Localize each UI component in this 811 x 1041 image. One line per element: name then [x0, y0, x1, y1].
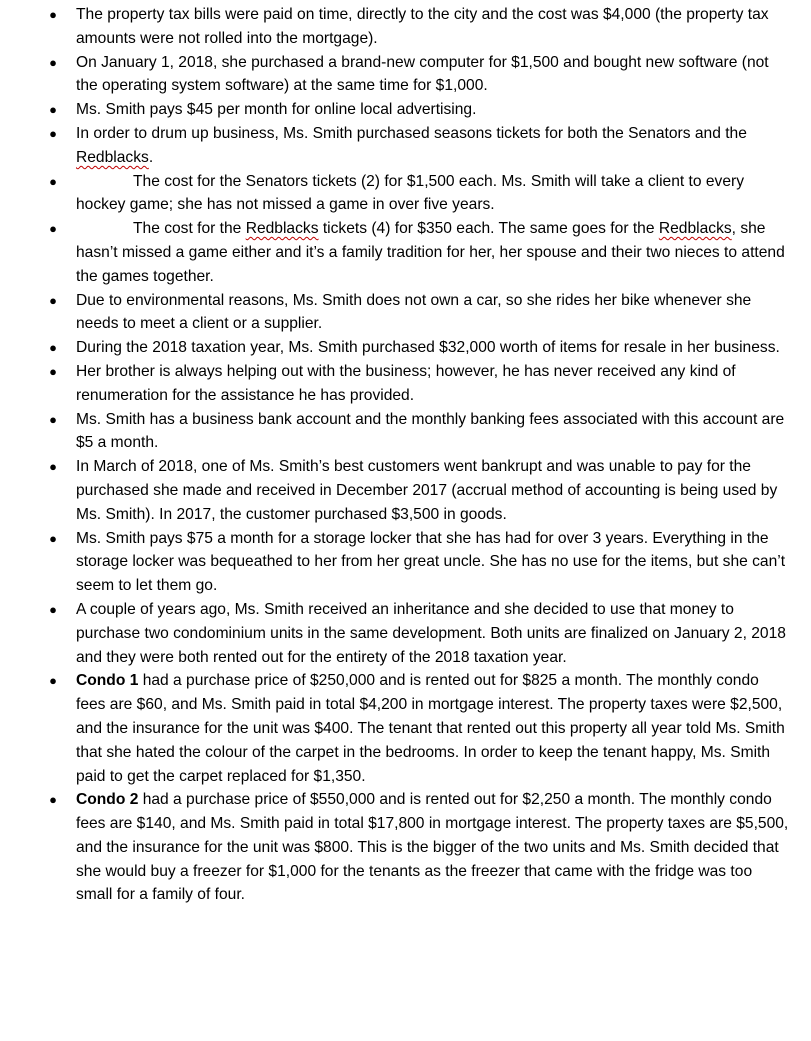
item-text: The cost for the	[133, 220, 246, 238]
item-text: In March of 2018, one of Ms. Smith’s best customers went bankrupt and was unable to pay for the purchased she made and received in December 2017 (accrual method of accounting is being used by Ms. Smith). In 2017, the customer purchased $3,500 in goods.	[76, 458, 778, 523]
item-text: Ms. Smith pays $45 per month for online local advertising.	[76, 101, 477, 119]
item-text: had a purchase price of $250,000 and is rented out for $825 a month. The monthly condo fees are $60, and Ms. Smith paid in total $4,200 in mortgage interest. The property taxes were $2,500, and the insurance for the unit was $400. The tenant that rented out this property all year told Ms. Smith that she hated the colour of the carpet in the bedrooms. In order to keep the tenant happy, Ms. Smith paid to get the carpet replaced for $1,350.	[76, 672, 785, 785]
bullet-icon: ●	[49, 54, 57, 70]
item-text: The cost for the Senators tickets (2) for $1,500 each. Ms. Smith will take a client to every hockey game; she has not missed a game in over five years.	[76, 172, 745, 214]
item-text: In order to drum up business, Ms. Smith purchased seasons tickets for both the Senators and the	[76, 124, 747, 142]
bullet-icon: ●	[49, 102, 57, 118]
list-item	[0, 669, 811, 788]
item-text: A couple of years ago, Ms. Smith received an inheritance and she decided to use that money to purchase two condominium units in the same development. Both units are finalized on January 2, 2018 and they were both rented out for the entirety of the 2018 taxation year.	[76, 600, 786, 666]
item-text: , she hasn’t missed a game either and it’s a family tradition for her, her spouse and their two nieces to attend the games together.	[76, 220, 785, 285]
item-text: Her brother is always helping out with the business; however, he has never received any kind of renumeration for the assistance he has provided.	[76, 362, 736, 404]
list-item	[0, 98, 811, 122]
bullet-icon: ●	[49, 340, 57, 356]
list-item	[0, 3, 811, 51]
list-item	[0, 122, 811, 170]
bullet-list	[0, 3, 811, 907]
bullet-icon: ●	[49, 363, 57, 379]
list-item	[0, 455, 811, 526]
item-text: Ms. Smith pays $75 a month for a storage locker that she has had for over 3 years. Everything in the storage locker was bequeathed to her from her great uncle. She has no use for the items, but she can’t seem to let them go.	[76, 529, 786, 595]
bullet-icon: ●	[49, 173, 57, 189]
list-item	[0, 170, 811, 218]
item-text: tickets (4) for $350 each. The same goes for the	[318, 220, 659, 238]
condo-heading: Condo 2	[76, 791, 139, 809]
bullet-icon: ●	[49, 673, 57, 689]
bullet-icon: ●	[49, 125, 57, 141]
spellcheck-flagged-word[interactable]: Redblacks	[245, 220, 319, 238]
bullet-icon: ●	[49, 292, 57, 308]
list-item	[0, 408, 811, 456]
item-text: .	[148, 148, 154, 166]
list-item	[0, 527, 811, 598]
list-item	[0, 217, 811, 288]
bullet-icon: ●	[49, 792, 57, 808]
bullet-icon: ●	[49, 221, 57, 237]
list-item	[0, 788, 811, 907]
item-text: had a purchase price of $550,000 and is rented out for $2,250 a month. The monthly condo fees are $140, and Ms. Smith paid in total $17,800 in mortgage interest. The property taxes are $5,500, and the insurance for the unit was $800. This is the bigger of the two units and Ms. Smith decided that she would buy a freezer for $1,000 for the tenants as the freezer that came with the fridge was too small for a family of four.	[76, 791, 789, 904]
item-text: During the 2018 taxation year, Ms. Smith purchased $32,000 worth of items for resale in her business.	[76, 339, 780, 357]
bullet-icon: ●	[49, 601, 57, 617]
bullet-icon: ●	[49, 459, 57, 475]
item-text: Ms. Smith has a business bank account and the monthly banking fees associated with this account are $5 a month.	[76, 410, 785, 452]
spellcheck-flagged-word[interactable]: Redblacks	[658, 220, 732, 238]
list-item	[0, 51, 811, 99]
condo-heading: Condo 1	[76, 672, 139, 690]
item-text: The property tax bills were paid on time, directly to the city and the cost was $4,000 (the property tax amounts were not rolled into the mortgage).	[76, 6, 769, 47]
spellcheck-flagged-word[interactable]: Redblacks	[76, 148, 149, 166]
item-text: On January 1, 2018, she purchased a brand-new computer for $1,500 and bought new software (not the operating system software) at the same time for $1,000.	[76, 53, 769, 95]
bullet-icon: ●	[49, 411, 57, 427]
list-item	[0, 598, 811, 669]
list-item	[0, 336, 811, 360]
bullet-icon: ●	[49, 530, 57, 546]
item-text: Due to environmental reasons, Ms. Smith does not own a car, so she rides her bike whenever she needs to meet a client or a supplier.	[76, 291, 752, 333]
list-item	[0, 289, 811, 337]
list-item	[0, 360, 811, 408]
bullet-icon: ●	[49, 7, 57, 22]
